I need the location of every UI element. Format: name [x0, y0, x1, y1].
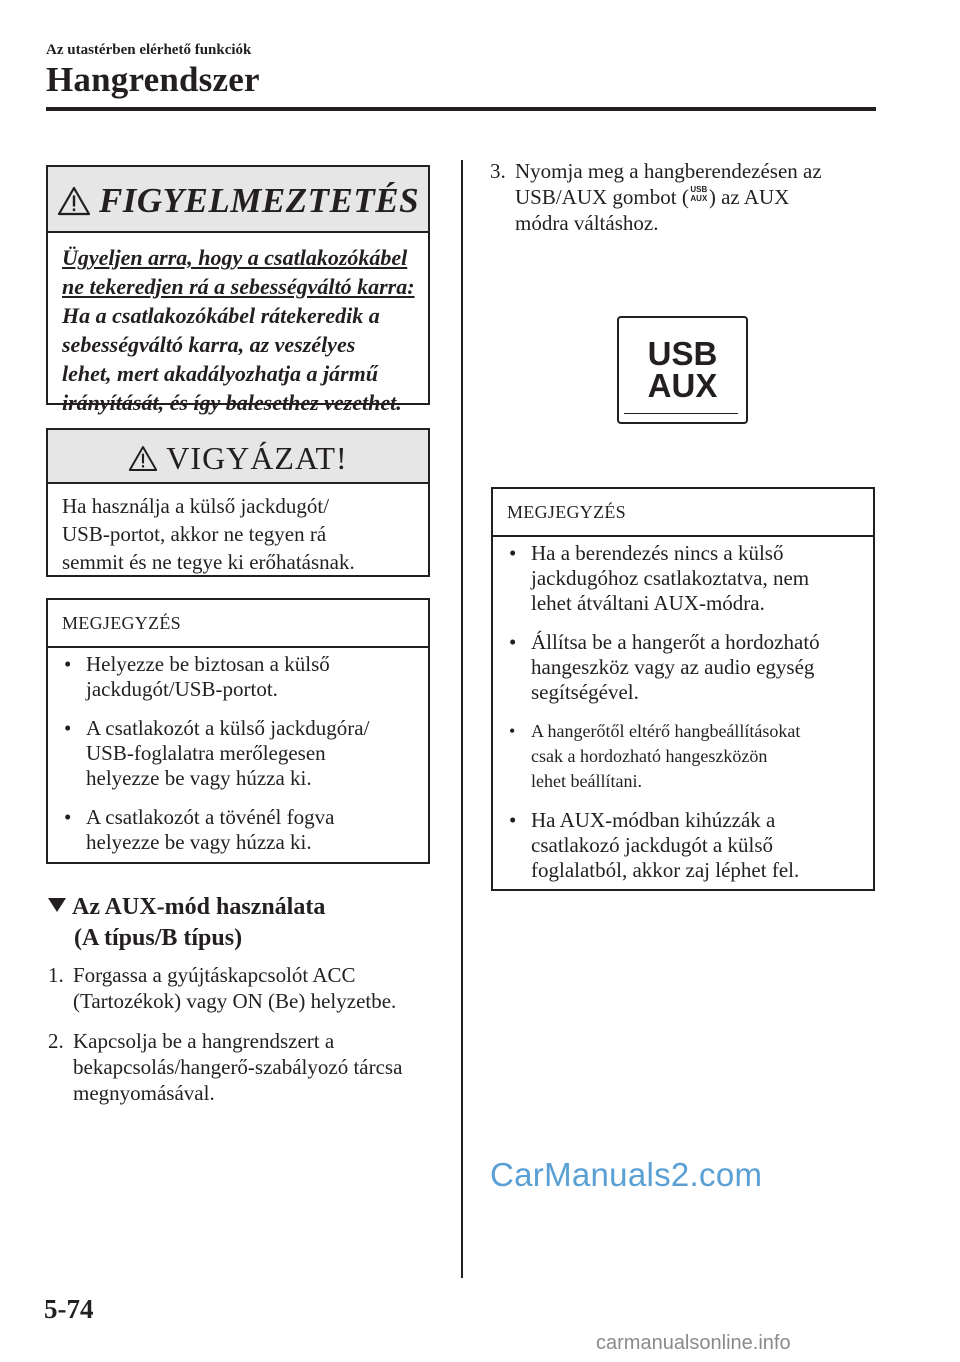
- site-credit-link[interactable]: carmanualsonline.info: [596, 1332, 791, 1354]
- list-item-line: lehet átváltani AUX-módra.: [531, 591, 765, 615]
- warning-box: [46, 165, 430, 415]
- triangle-down-icon: [48, 898, 66, 912]
- button-underline: [624, 413, 738, 414]
- bullet-icon: •: [509, 541, 517, 565]
- list-item: [58, 652, 420, 702]
- note-box-left: [46, 598, 430, 864]
- list-item: [503, 808, 865, 883]
- warning-body-line: lehet, mert akadályozhatja a jármű: [62, 361, 378, 386]
- list-item-line: Ha a berendezés nincs a külső: [531, 541, 784, 565]
- step-item: [48, 962, 440, 1014]
- usb-aux-icon: [689, 185, 709, 207]
- step-line-part: ) az AUX: [708, 185, 790, 209]
- list-item-line: Ha AUX-módban kihúzzák a: [531, 808, 776, 832]
- step-number: 3.: [490, 159, 506, 183]
- list-item-line: Állítsa be a hangerőt a hordozható: [531, 630, 820, 654]
- note-list: [58, 652, 420, 869]
- warning-body-line: sebességváltó karra, az veszélyes: [62, 332, 356, 357]
- note-rule: [48, 646, 428, 648]
- aux-label: AUX: [647, 367, 718, 404]
- caution-title-text: VIGYÁZAT!: [166, 440, 348, 476]
- list-item-line: A hangerőtől eltérő hangbeállításokat: [531, 721, 801, 741]
- subsection-heading: [48, 892, 325, 954]
- caution-line: Ha használja a külső jackdugót/: [62, 494, 330, 518]
- step-line: megnyomásával.: [73, 1081, 215, 1105]
- bullet-icon: •: [509, 808, 517, 832]
- section-kicker: Az utastérben elérhető funkciók: [46, 42, 252, 58]
- list-item-line: A csatlakozót a tövénél fogva: [86, 805, 335, 829]
- steps-list: [490, 158, 880, 250]
- warning-lead-line: ne tekeredjen rá a sebességváltó karra:: [62, 274, 415, 299]
- warning-title-text: FIGYELMEZTETÉS: [98, 181, 420, 220]
- header-rule: [46, 107, 876, 111]
- list-item-line: foglalatból, akkor zaj léphet fel.: [531, 858, 800, 882]
- warning-title: [48, 181, 428, 221]
- list-item-line: jackdugóhoz csatlakoztatva, nem: [531, 566, 810, 590]
- bullet-icon: •: [64, 805, 72, 829]
- column-divider: [461, 160, 463, 1278]
- list-item-line: jackdugót/USB-portot.: [86, 677, 278, 701]
- page-number: 5-74: [44, 1294, 94, 1324]
- caution-title: [48, 440, 428, 477]
- list-item-line: helyezze be vagy húzza ki.: [86, 766, 312, 790]
- usb-aux-button-illustration: [617, 316, 748, 424]
- step-line-part: USB/AUX gombot (: [515, 185, 689, 209]
- list-item: [503, 719, 865, 794]
- bullet-icon: •: [509, 721, 516, 741]
- list-item: [58, 805, 420, 855]
- list-item: [503, 630, 865, 705]
- step-item: [48, 1028, 440, 1106]
- list-item-line: helyezze be vagy húzza ki.: [86, 830, 312, 854]
- step-line: Nyomja meg a hangberendezésen az: [515, 159, 822, 183]
- step-item: [490, 158, 880, 236]
- steps-list: [48, 962, 440, 1120]
- caution-box: [46, 428, 430, 577]
- list-item-line: csatlakozó jackdugót a külső: [531, 833, 774, 857]
- list-item-line: USB-foglalatra merőlegesen: [86, 741, 326, 765]
- step-line: (Tartozékok) vagy ON (Be) helyzetbe.: [73, 989, 397, 1013]
- note-title: MEGJEGYZÉS: [507, 502, 626, 522]
- step-line: módra váltáshoz.: [515, 211, 659, 236]
- warning-lead-line: Ügyeljen arra, hogy a csatlakozókábel: [62, 245, 408, 270]
- step-number: 2.: [48, 1029, 64, 1053]
- note-box-right: [491, 487, 875, 891]
- usb-aux-icon-line: USB: [690, 185, 708, 195]
- list-item: [503, 541, 865, 616]
- list-item: [58, 716, 420, 791]
- step-line: Kapcsolja be a hangrendszert a: [73, 1029, 335, 1053]
- warning-header: [48, 167, 428, 233]
- list-item-line: Helyezze be biztosan a külső: [86, 652, 330, 676]
- subsection-heading-line: (A típus/B típus): [74, 925, 243, 951]
- caution-line: semmit és ne tegye ki erőhatásnak.: [62, 550, 355, 574]
- caution-text: [62, 492, 418, 576]
- usb-aux-icon-line: AUX: [690, 194, 708, 204]
- bullet-icon: •: [64, 652, 72, 676]
- warning-text: [62, 243, 418, 417]
- note-title: MEGJEGYZÉS: [62, 613, 181, 633]
- caution-header: [48, 430, 428, 484]
- subsection-heading-line: Az AUX-mód használata: [72, 894, 326, 920]
- list-item-line: A csatlakozót a külső jackdugóra/: [86, 716, 370, 740]
- note-list: [503, 541, 865, 897]
- watermark-link[interactable]: CarManuals2.com: [490, 1156, 763, 1193]
- warning-triangle-icon: [128, 445, 158, 472]
- bullet-icon: •: [509, 630, 517, 654]
- warning-triangle-icon: [57, 186, 91, 216]
- warning-body-line: irányítását, és így balesethez vezethet.: [62, 390, 402, 415]
- bullet-icon: •: [64, 716, 72, 740]
- step-number: 1.: [48, 963, 64, 987]
- list-item-line: csak a hordozható hangeszközön: [531, 746, 768, 766]
- usb-label: USB: [647, 335, 718, 372]
- chapter-title: Hangrendszer: [46, 60, 260, 99]
- warning-body-line: Ha a csatlakozókábel rátekeredik a: [62, 303, 380, 328]
- list-item-line: lehet beállítani.: [531, 771, 642, 791]
- step-line: bekapcsolás/hangerő-szabályozó tárcsa: [73, 1055, 403, 1079]
- step-line: [515, 184, 880, 210]
- caution-line: USB-portot, akkor ne tegyen rá: [62, 522, 327, 546]
- list-item-line: segítségével.: [531, 680, 639, 704]
- step-line: Forgassa a gyújtáskapcsolót ACC: [73, 963, 356, 987]
- note-rule: [493, 535, 873, 537]
- list-item-line: hangeszköz vagy az audio egység: [531, 655, 815, 679]
